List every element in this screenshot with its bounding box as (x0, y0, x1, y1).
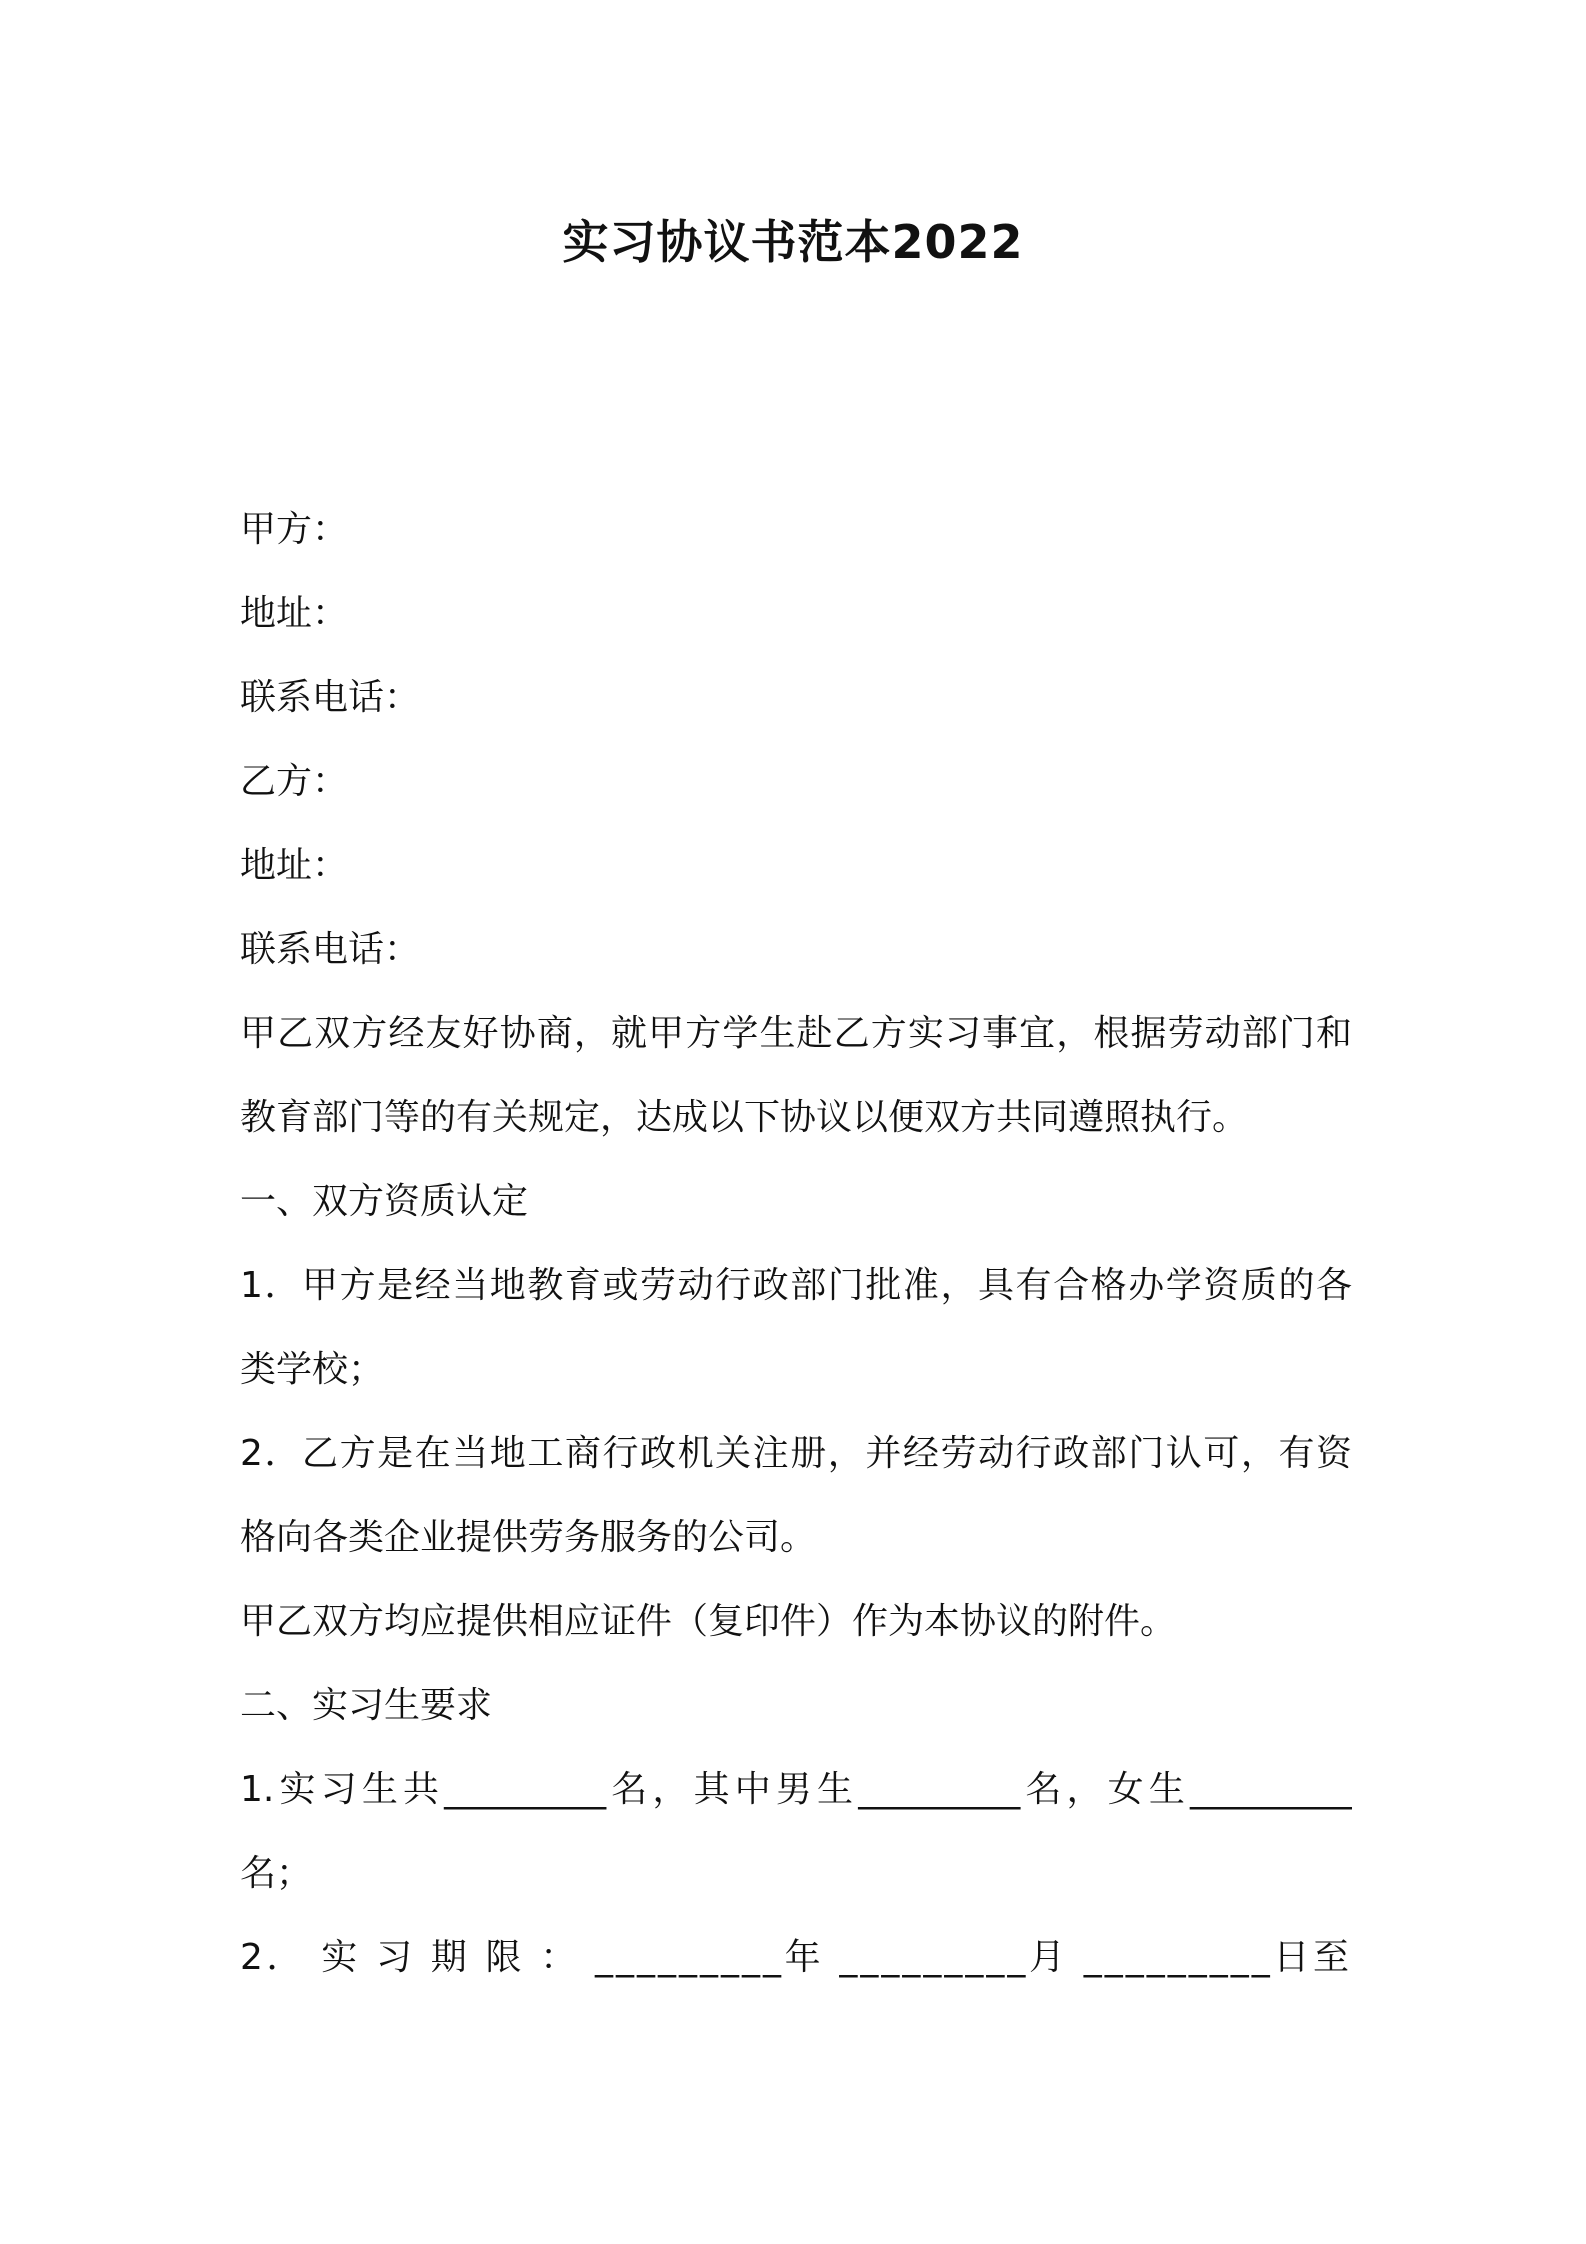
section-heading-intern-requirements: 二、实习生要求 (240, 1685, 493, 1726)
clause-1-2-line-1: 2．乙方是在当地工商行政机关注册，并经劳动行政部门认可，有资 (240, 1433, 1352, 1474)
party-a-label: 甲方： (240, 509, 349, 550)
party-b-phone-label: 联系电话： (240, 929, 421, 970)
clause-1-2-line-2: 格向各类企业提供劳务服务的公司。 (240, 1517, 817, 1558)
preamble-line-1: 甲乙双方经友好协商，就甲方学生赴乙方实习事宜，根据劳动部门和 (240, 1013, 1352, 1054)
clause-2-1-line-1: 1.实习生共_________名，其中男生_________名，女生_________ (240, 1769, 1352, 1810)
clause-2-1-line-2: 名； (240, 1853, 313, 1894)
attachments-note: 甲乙双方均应提供相应证件（复印件）作为本协议的附件。 (240, 1601, 1177, 1642)
clause-1-1-line-1: 1．甲方是经当地教育或劳动行政部门批准，具有合格办学资质的各 (240, 1265, 1352, 1306)
party-a-address-label: 地址： (240, 593, 349, 634)
party-b-address-label: 地址： (240, 845, 349, 886)
document-body (240, 488, 1352, 2000)
clause-2-2-line-1: 2． 实 习 期 限 ： _________年 _________月 _________日至 (240, 1937, 1352, 1978)
party-b-label: 乙方： (240, 761, 349, 802)
clause-1-1-line-2: 类学校； (240, 1349, 385, 1390)
preamble-line-2: 教育部门等的有关规定，达成以下协议以便双方共同遵照执行。 (240, 1097, 1249, 1138)
section-heading-qualification: 一、双方资质认定 (240, 1181, 529, 1222)
party-a-phone-label: 联系电话： (240, 677, 421, 718)
document-title: 实习协议书范本2022 (562, 215, 1024, 269)
